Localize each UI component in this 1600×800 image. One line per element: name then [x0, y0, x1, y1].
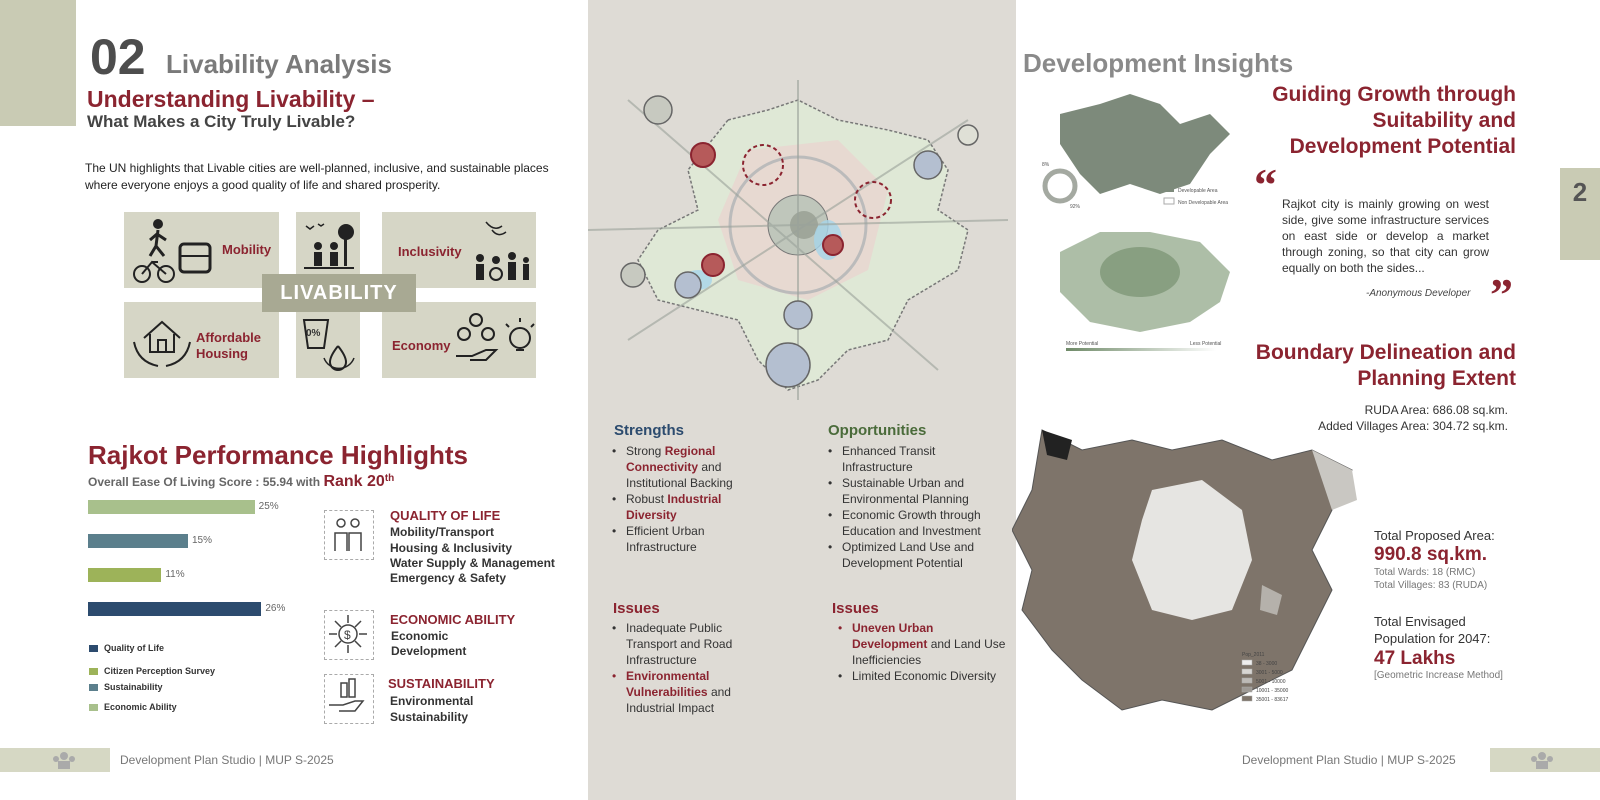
issues-right-head: Issues [832, 600, 879, 617]
population-method: [Geometric Increase Method] [1374, 670, 1503, 681]
chart-bar-label: 11% [165, 569, 185, 580]
footer-bar-right [1490, 748, 1600, 772]
proposed-area-label: Total Proposed Area: [1374, 528, 1495, 543]
sustainability-head: SUSTAINABILITY [388, 676, 495, 691]
qol-item-2: Housing & Inclusivity [390, 541, 513, 555]
legend-sustainability [89, 682, 163, 692]
subtitle-line1: Understanding Livability – [87, 86, 375, 112]
qol-item-3: Water Supply & Management [390, 556, 555, 570]
economy-label: Economy [392, 338, 451, 353]
pct-b: 92% [1070, 204, 1081, 210]
econ-item-1: Economic [391, 629, 449, 643]
section-title: Livability Analysis [166, 49, 392, 79]
housing-label-1: Affordable [196, 330, 261, 345]
legend-swatch [89, 645, 98, 652]
strength-highlight: Regional Connectivity [626, 444, 716, 474]
strengths-head: Strengths [614, 422, 685, 439]
strengths-list [610, 443, 770, 555]
developer-quote: Rajkot city is mainly growing on west side, give some infrastructure services on east side or develop a market through zoning, so that city can grow equally on both the sides... [1282, 197, 1489, 275]
issue-item: • Inadequate Public Transport and Road Infrastructure [610, 620, 770, 668]
development-insights-title: Development Insights [1023, 48, 1294, 78]
housing-label-2: Housing [196, 346, 248, 361]
page-number-tab [1560, 168, 1600, 260]
subtitle-line2: What Makes a City Truly Livable? [87, 112, 356, 131]
livability-center-label: LIVABILITY [262, 274, 416, 312]
boundary-map [1012, 410, 1362, 730]
issues-left-head: Issues [613, 600, 660, 617]
issue-highlight: Environmental Vulnerabilities [626, 669, 710, 699]
issues-right-list [836, 620, 1006, 684]
page-number: 2 [1572, 177, 1588, 207]
guiding-line-3: Development Potential [1289, 135, 1516, 158]
developable-legend: Developable Area [1178, 188, 1218, 194]
proposed-area-value: 990.8 sq.km. [1374, 544, 1488, 565]
population-label-2: Population for 2047: [1374, 631, 1491, 646]
strength-text: Efficient Urban Infrastructure [626, 524, 705, 554]
legend-swatch [89, 668, 98, 675]
strength-item [610, 523, 770, 555]
issue-text: and Industrial Impact [626, 685, 731, 715]
rank-suffix: th [384, 473, 395, 484]
sust-item-2: Sustainability [390, 710, 469, 724]
legend-quality-of-life [89, 643, 164, 653]
legend-label: Quality of Life [104, 643, 165, 653]
population-value: 47 Lakhs [1374, 648, 1456, 669]
percent-tag: 0% [306, 328, 321, 339]
guiding-growth-title [1216, 82, 1516, 160]
pop-legend-3: 5001 - 10000 [1256, 679, 1286, 685]
guiding-line-2: Suitability and [1372, 109, 1516, 132]
opportunity-item: • Enhanced Transit Infrastructure [826, 443, 1004, 475]
strength-text: Robust [626, 492, 665, 506]
pop-legend-title: Pop_2011 [1242, 652, 1265, 658]
opportunity-item: • Sustainable Urban and Environmental Planning [826, 475, 1004, 507]
chart-bar-label: 25% [258, 501, 279, 512]
water-box [296, 302, 360, 378]
city-hand-icon [325, 675, 371, 721]
family-icon-box [324, 510, 374, 560]
house-hands-icon [130, 308, 194, 372]
legend-swatch [89, 704, 98, 711]
ruda-area: RUDA Area: 686.08 sq.km. [1364, 403, 1508, 417]
chart-bar-label: 26% [265, 603, 286, 614]
quote-author: -Anonymous Developer [1366, 288, 1471, 299]
issues-left-list [610, 620, 770, 716]
rajkot-regional-map [588, 80, 1008, 410]
strength-text: and Institutional Backing [626, 460, 733, 490]
issue-item: • Limited Economic Diversity [836, 668, 1006, 684]
issue-text: and Land Use Inefficiencies [852, 637, 1006, 667]
econ-item-2: Development [391, 644, 467, 658]
chart-bar [88, 500, 255, 514]
people-logo-icon [1530, 750, 1554, 770]
legend-label: Economic Ability [104, 702, 177, 712]
pop-legend-4: 10001 - 35000 [1256, 688, 1289, 694]
chart-bar-label: 15% [192, 535, 213, 546]
community-icon [298, 218, 358, 278]
total-villages: Total Villages: 83 (RUDA) [1374, 580, 1488, 591]
housing-box [124, 302, 279, 378]
strength-item [610, 491, 770, 523]
pop-legend-2: 3001 - 5000 [1256, 670, 1283, 676]
footer-text-left: Development Plan Studio | MUP S-2025 [120, 753, 334, 767]
intro-text: The UN highlights that Livable cities are well-planned, inclusive, and sustainable places where everyone enjoys a good quality of life and shared prosperity. [85, 161, 549, 192]
water-drop-icon [298, 308, 358, 374]
issue-item [610, 668, 770, 716]
issue-highlight: Uneven Urban Development [852, 621, 934, 651]
boundary-line-2: Planning Extent [1357, 367, 1516, 390]
footer-text-right: Development Plan Studio | MUP S-2025 [1242, 753, 1456, 767]
inclusivity-icon [466, 216, 536, 286]
added-villages-area: Added Villages Area: 304.72 sq.km. [1318, 419, 1508, 433]
performance-bar-chart [88, 500, 308, 626]
total-wards: Total Wards: 18 (RMC) [1374, 567, 1476, 578]
section-number: 02 [90, 29, 146, 85]
economic-ability-head: ECONOMIC ABILITY [390, 612, 516, 627]
potential-suitability-map [1040, 212, 1240, 352]
economy-box [382, 302, 536, 378]
opportunity-item: • Optimized Land Use and Development Potential [826, 539, 1004, 571]
open-quote-icon: “ [1254, 159, 1277, 210]
people-logo-icon [52, 750, 76, 770]
mobility-icon [128, 216, 218, 286]
opportunities-list [826, 443, 1004, 571]
pop-legend-5: 35001 - 83617 [1256, 697, 1289, 703]
economic-icon-box [324, 610, 374, 660]
chart-bar [88, 568, 161, 582]
qol-item-1: Mobility/Transport [390, 525, 495, 539]
boundary-line-1: Boundary Delineation and [1255, 341, 1516, 364]
non-developable-legend: Non Developable Area [1178, 200, 1229, 206]
less-potential-label: Less Potential [1190, 341, 1222, 347]
quality-of-life-head: QUALITY OF LIFE [390, 508, 501, 523]
score-line [88, 473, 394, 491]
guiding-line-1: Guiding Growth through [1272, 83, 1516, 106]
strength-highlight: Industrial Diversity [626, 492, 722, 522]
legend-economic-ability [89, 702, 177, 712]
chart-bar [88, 602, 261, 616]
legend-citizen-perception [89, 666, 215, 676]
strength-text: Strong [626, 444, 662, 458]
legend-label: Sustainability [104, 682, 163, 692]
legend-label: Citizen Perception Survey [104, 666, 216, 676]
pop-legend-1: 38 - 3000 [1256, 661, 1278, 667]
economy-icon [452, 306, 536, 376]
family-icon [325, 511, 371, 557]
pct-a: 8% [1042, 162, 1050, 168]
boundary-title [1196, 340, 1516, 392]
qol-item-4: Emergency & Safety [390, 571, 507, 585]
chart-bar [88, 534, 188, 548]
svg-text:$: $ [344, 628, 351, 642]
legend-swatch [89, 684, 98, 691]
mobility-box [124, 212, 279, 288]
dollar-network-icon [325, 611, 371, 657]
mobility-label: Mobility [222, 242, 272, 257]
opportunities-head: Opportunities [828, 422, 927, 439]
inclusivity-label: Inclusivity [398, 244, 462, 259]
sust-item-1: Environmental [390, 694, 474, 708]
strength-item [610, 443, 770, 491]
rank-text: Rank 20 [323, 473, 385, 490]
opportunity-item: • Economic Growth through Education and Investment [826, 507, 1004, 539]
developable-area-map [1040, 84, 1240, 214]
more-potential-label: More Potential [1066, 341, 1099, 347]
performance-title: Rajkot Performance Highlights [88, 440, 468, 470]
issue-item [836, 620, 1006, 668]
population-label-1: Total Envisaged [1374, 614, 1466, 629]
close-quote-icon: ” [1490, 269, 1513, 320]
corner-tab [0, 0, 76, 126]
footer-bar-left [0, 748, 110, 772]
score-text: Overall Ease Of Living Score : 55.94 with [88, 475, 321, 489]
sustainability-icon-box [324, 674, 374, 724]
